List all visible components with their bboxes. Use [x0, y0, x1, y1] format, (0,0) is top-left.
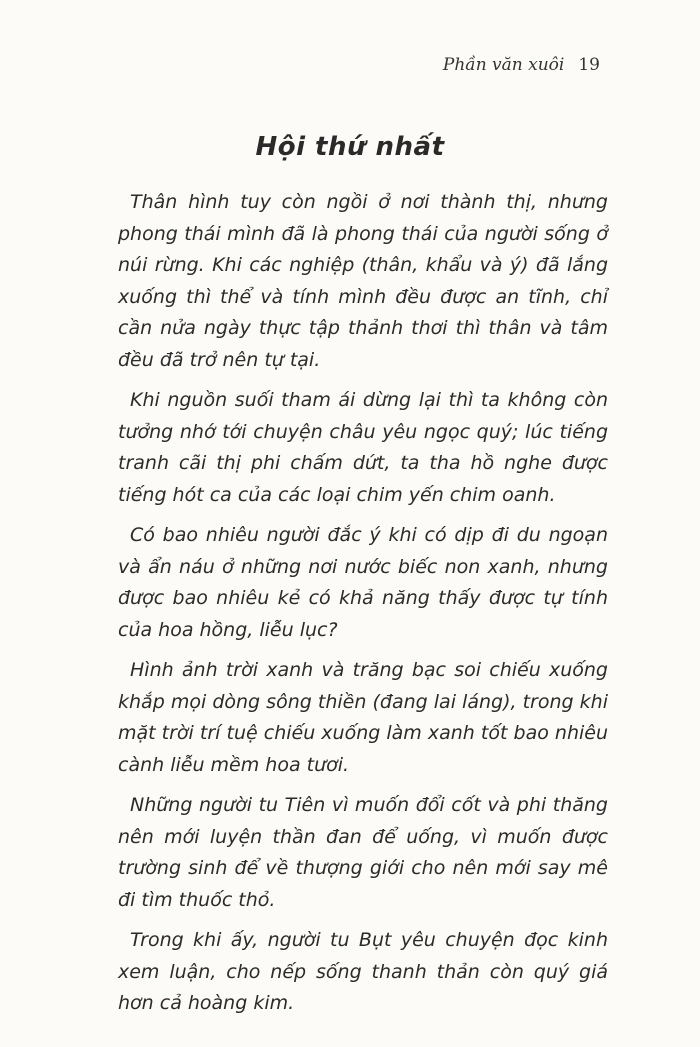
paragraph: Hình ảnh trời xanh và trăng bạc soi chiếu xuống khắp mọi dòng sông thiền (đang lai láng), trong khi mặt trời trí tuệ chiếu xuống làm xanh tốt bao nhiêu cành liễu mềm hoa tươi.	[118, 659, 608, 776]
paragraph: Thân hình tuy còn ngồi ở nơi thành thị, nhưng phong thái mình đã là phong thái của người sống ở núi rừng. Khi các nghiệp (thân, khẩu và ý) đã lắng xuống thì thể và tính mình đều được an tĩnh, chỉ cần nửa ngày thực tập thảnh thơi thì thân và tâm đều đã trở nên tự tại.	[118, 191, 608, 371]
running-header	[443, 55, 600, 75]
paragraph: Khi nguồn suối tham ái dừng lại thì ta không còn tưởng nhớ tới chuyện châu yêu ngọc quý; lúc tiếng tranh cãi thị phi chấm dứt, ta tha hồ nghe được tiếng hót ca của các loại chim yến chim oanh.	[118, 389, 608, 506]
page-number: 19	[578, 55, 600, 75]
paragraph: Những người tu Tiên vì muốn đổi cốt và phi thăng nên mới luyện thần đan để uống, vì muốn được trường sinh để về thượng giới cho nên mới say mê đi tìm thuốc thỏ.	[118, 794, 608, 911]
paragraph: Trong khi ấy, người tu Bụt yêu chuyện đọc kinh xem luận, cho nếp sống thanh thản còn quý giá hơn cả hoàng kim.	[118, 929, 608, 1014]
section-title: Phần văn xuôi	[442, 55, 565, 75]
body-text	[118, 187, 608, 1029]
chapter-title: Hội thứ nhất	[255, 132, 445, 162]
paragraph: Có bao nhiêu người đắc ý khi có dịp đi du ngoạn và ẩn náu ở những nơi nước biếc non xanh, nhưng được bao nhiêu kẻ có khả năng thấy được tự tính của hoa hồng, liễu lục?	[118, 524, 608, 641]
